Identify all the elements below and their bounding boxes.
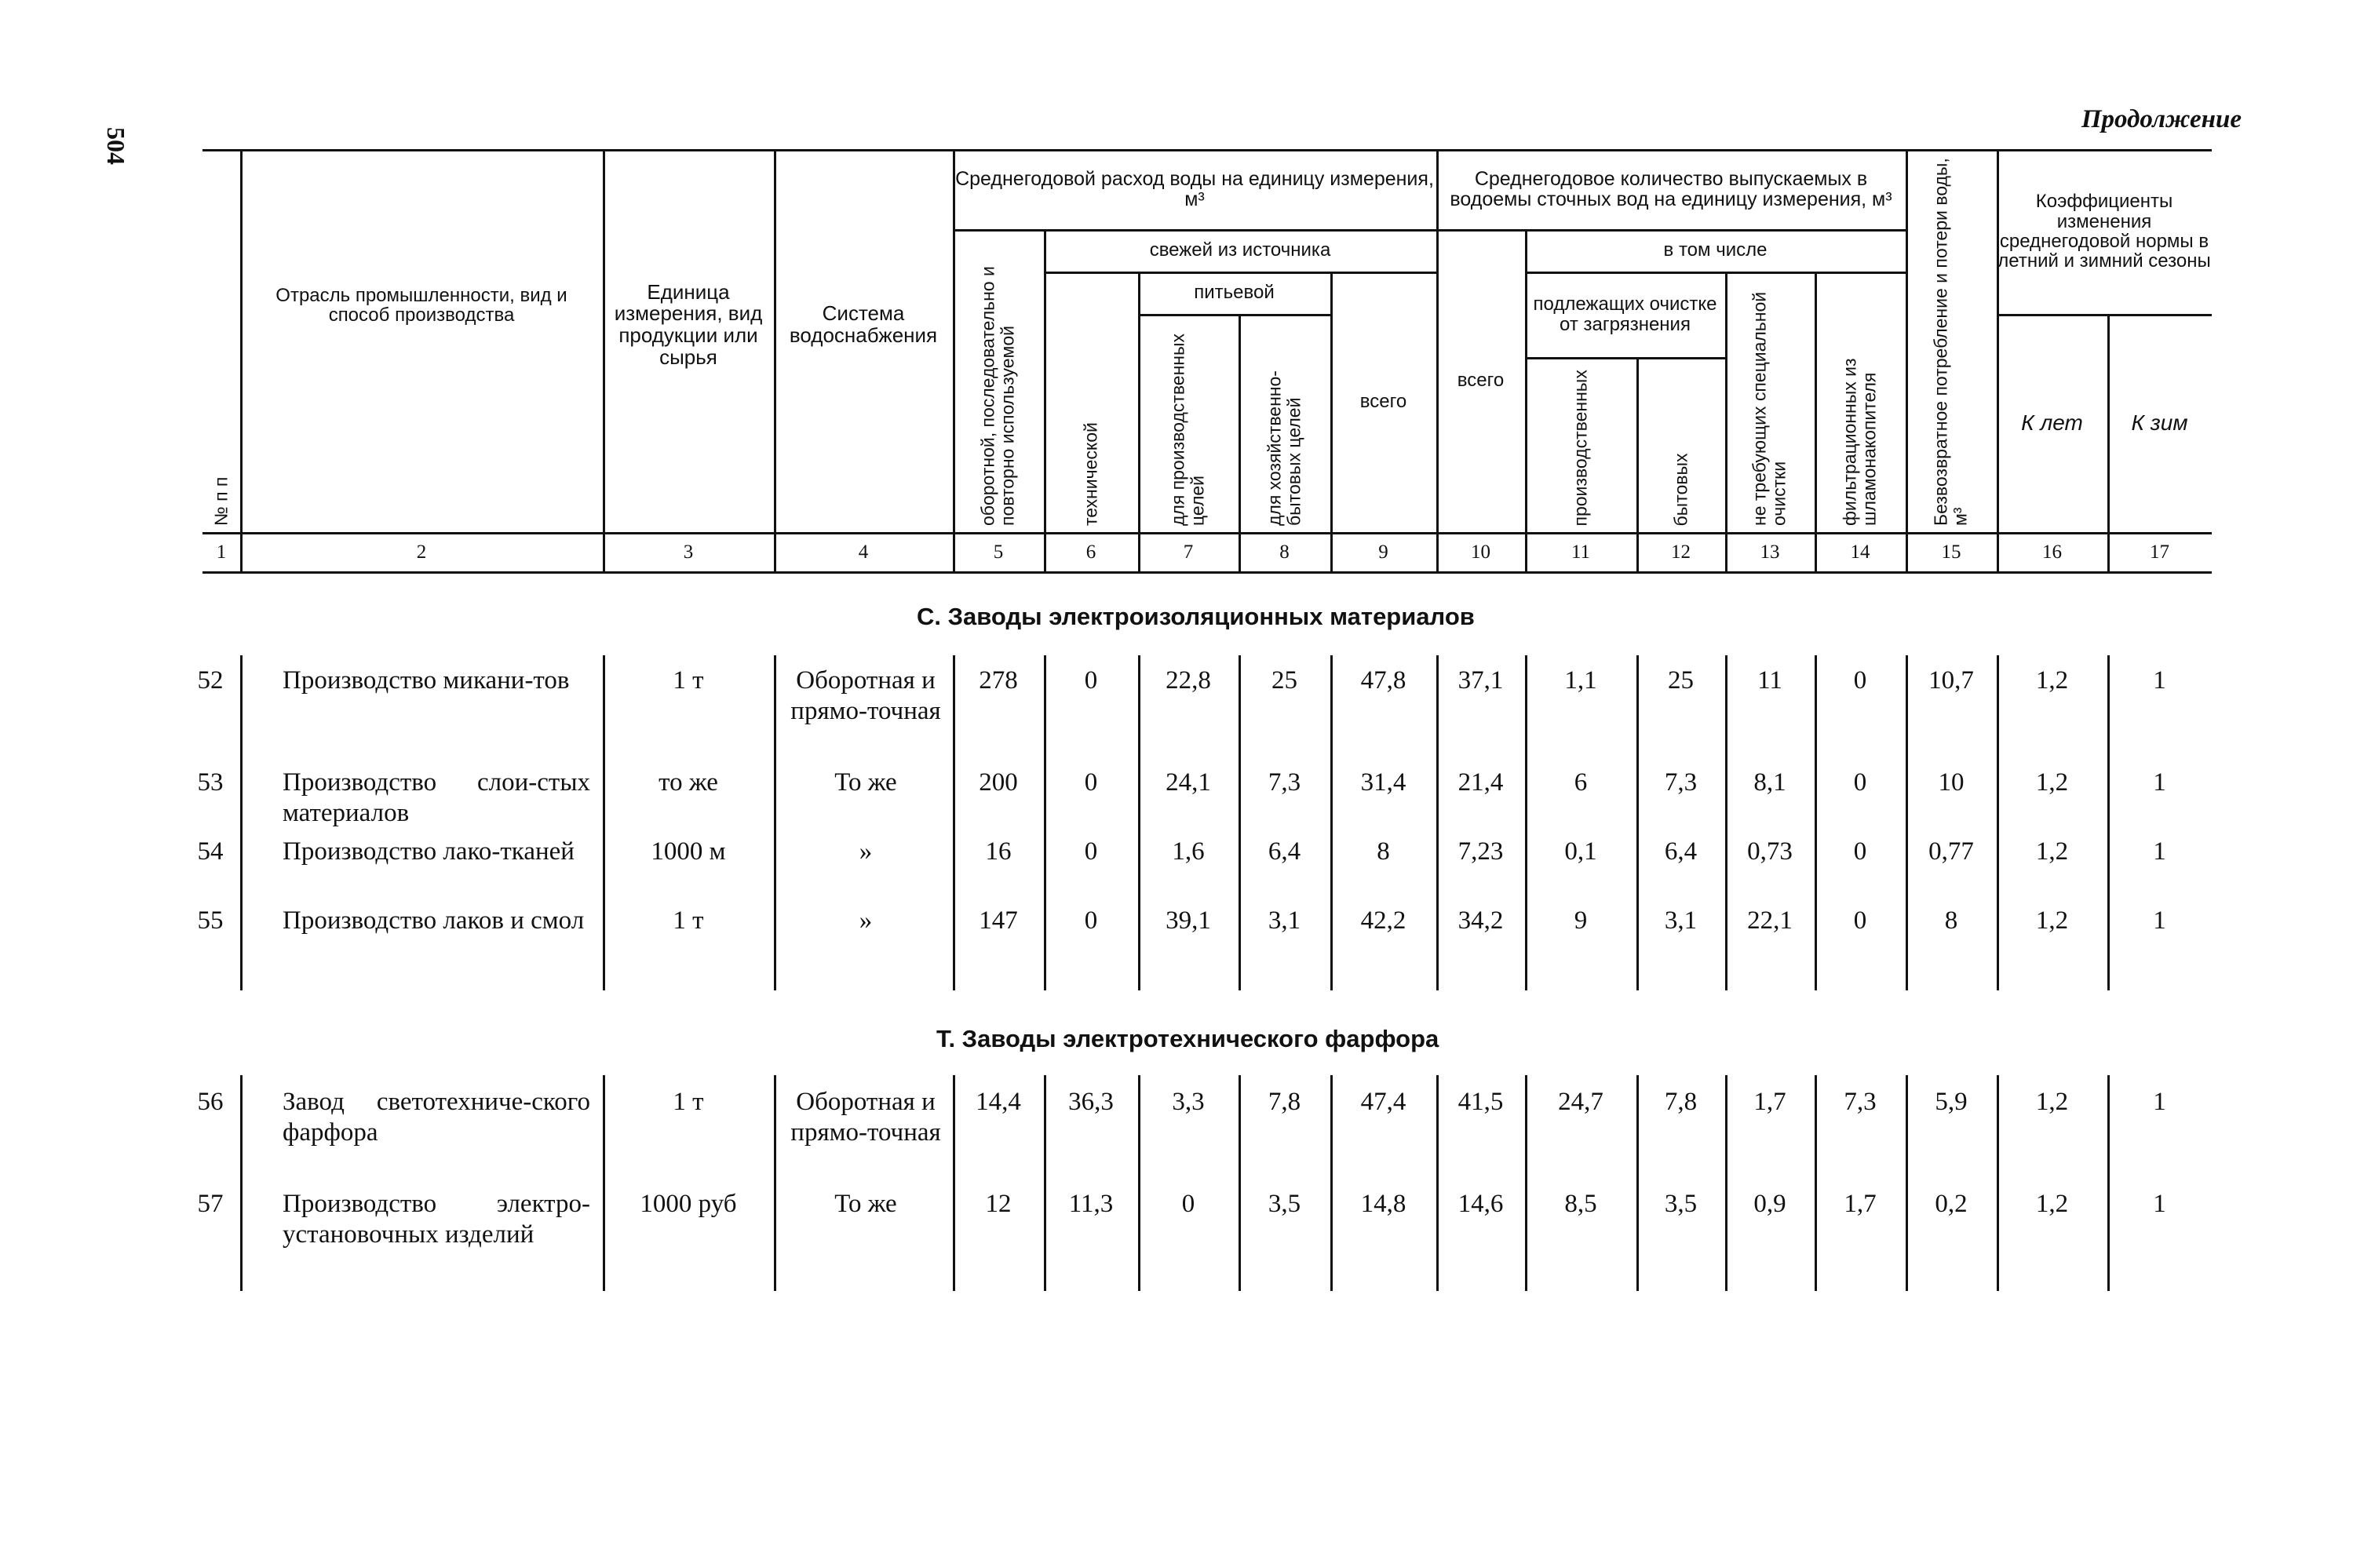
value-col-7: 22,8 [1166,666,1211,695]
value-col-8: 3,1 [1268,906,1301,935]
body-column-divider [1906,655,1908,990]
value-col-11: 1,1 [1564,666,1597,695]
value-col-5: 14,4 [976,1088,1021,1116]
column-number-2: 2 [416,542,427,563]
value-col-6: 0 [1084,666,1098,695]
value-col-12: 6,4 [1664,837,1698,866]
value-col-14: 7,3 [1844,1088,1877,1116]
value-col-8: 7,8 [1268,1088,1301,1116]
value-col-11: 24,7 [1558,1088,1603,1116]
value-col-10: 7,23 [1457,837,1504,866]
body-column-divider [1239,655,1241,990]
header-recycled [953,229,1044,532]
value-col-13: 0,73 [1747,837,1793,866]
value-col-16: 1,2 [2035,768,2069,797]
header-domestic-waste [1636,357,1725,532]
value-col-15: 10 [1938,768,1965,797]
continuation-label: Продолжение [2081,105,2242,133]
header-potable-production-text: для производственных целей [1167,333,1208,526]
value-col-17: 1 [2153,1088,2166,1116]
page-number: 504 [102,127,130,165]
value-col-14: 0 [1853,768,1867,797]
unit: 1 т [673,666,704,695]
body-column-divider [1725,655,1727,990]
header-no-treatment [1725,272,1815,532]
header-group-consumption: Среднегодовой расход воды на единицу измерения, м³ [955,167,1434,210]
value-col-16: 1,2 [2035,666,2069,695]
water-system: » [859,837,873,866]
value-col-17: 1 [2153,768,2166,797]
value-col-9: 14,8 [1360,1190,1406,1218]
value-col-9: 42,2 [1360,906,1406,935]
value-col-13: 0,9 [1753,1190,1786,1218]
body-column-divider [953,655,955,990]
value-col-6: 36,3 [1068,1088,1114,1116]
column-number-6: 6 [1085,542,1096,563]
unit: 1 т [673,906,704,935]
value-col-8: 7,3 [1268,768,1301,797]
value-col-12: 3,1 [1664,906,1698,935]
column-divider [240,149,243,571]
value-col-13: 1,7 [1753,1088,1786,1116]
column-number-17: 17 [2150,542,2169,563]
body-column-divider [240,1075,243,1291]
header-bottom-rule [202,532,2212,534]
column-numbers-rule [202,571,2212,574]
header-group-treat: подлежащих очистке от загрязнения [1533,294,1717,335]
value-col-14: 0 [1853,906,1867,935]
column-number-13: 13 [1760,542,1780,563]
value-col-17: 1 [2153,666,2166,695]
section-title: С. Заводы электроизоляционных материалов [917,603,1475,630]
column-number-9: 9 [1378,542,1388,563]
water-system: » [859,906,873,935]
header-group-coef: Коэффициенты изменения среднегодовой нормы в летний и зимний сезоны [1997,191,2211,272]
column-number-10: 10 [1471,542,1490,563]
header-recycled-text: оборотной, последовательно и повторно используемой [977,266,1018,526]
row-number: 55 [197,906,224,935]
body-column-divider [1525,655,1527,990]
value-col-10: 21,4 [1457,768,1504,797]
water-system: Оборотная и прямо-точная [790,666,941,725]
header-filtration-text: фильтрационных из шламонакопителя [1839,358,1880,526]
header-fresh-total: всего [1359,391,1407,413]
value-col-16: 1,2 [2035,906,2069,935]
header-group-fresh: свежей из источника [1149,239,1331,261]
header-filtration [1815,272,1906,532]
body-column-divider [774,1075,776,1291]
body-column-divider [240,655,243,990]
column-number-1: 1 [216,542,227,563]
value-col-9: 31,4 [1360,768,1406,797]
body-column-divider [1436,655,1439,990]
value-col-7: 1,6 [1172,837,1205,866]
column-number-12: 12 [1671,542,1691,563]
column-number-15: 15 [1941,542,1961,563]
column-number-7: 7 [1183,542,1194,563]
column-number-4: 4 [858,542,869,563]
header-k-winter: К зим [2131,410,2188,436]
value-col-13: 11 [1757,666,1782,695]
value-col-12: 7,3 [1664,768,1698,797]
header-technical-text: технической [1080,422,1101,526]
column-number-16: 16 [2042,542,2062,563]
column-number-14: 14 [1850,542,1870,563]
value-col-9: 47,4 [1360,1088,1406,1116]
value-col-6: 0 [1084,768,1098,797]
value-col-7: 39,1 [1166,906,1211,935]
value-col-17: 1 [2153,837,2166,866]
column-divider [774,149,776,571]
value-col-7: 24,1 [1166,768,1211,797]
body-column-divider [1044,655,1046,990]
header-industry: Отрасль промышленности, вид и способ производства [275,284,567,326]
value-col-12: 3,5 [1664,1190,1698,1218]
value-col-12: 25 [1668,666,1694,695]
water-system: Оборотная и прямо-точная [790,1088,941,1147]
value-col-8: 25 [1271,666,1297,695]
column-number-5: 5 [993,542,1004,563]
header-k-summer: К лет [2021,410,2083,436]
value-col-15: 0,77 [1928,837,1974,866]
value-col-15: 5,9 [1935,1088,1968,1116]
header-no-text: № п п [210,476,232,526]
value-col-17: 1 [2153,1190,2166,1218]
value-col-16: 1,2 [2035,1088,2069,1116]
value-col-16: 1,2 [2035,1190,2069,1218]
value-col-10: 41,5 [1457,1088,1504,1116]
row-number: 54 [197,837,224,866]
value-col-13: 22,1 [1747,906,1793,935]
body-column-divider [1138,655,1140,990]
industry-name: Производство электро-установочных изделий [283,1190,590,1249]
industry-name: Производство лако-тканей [283,837,575,866]
value-col-10: 34,2 [1457,906,1504,935]
header-irrecoverable [1906,149,1997,532]
body-column-divider [1815,655,1817,990]
industry-name: Производство микани-тов [283,666,570,695]
header-group-potable: питьевой [1194,282,1275,304]
value-col-5: 16 [985,837,1012,866]
column-number-8: 8 [1279,542,1290,563]
industry-name: Производство лаков и смол [283,906,585,935]
column-number-11: 11 [1571,542,1591,563]
value-col-9: 47,8 [1360,666,1406,695]
value-col-10: 14,6 [1457,1190,1504,1218]
value-col-12: 7,8 [1664,1088,1698,1116]
value-col-5: 147 [979,906,1018,935]
value-col-14: 1,7 [1844,1190,1877,1218]
industry-name: Производство слои-стых материалов [283,768,590,827]
value-col-5: 200 [979,768,1018,797]
value-col-9: 8 [1377,837,1390,866]
header-group-discharge: Среднегодовое количество выпускаемых в водоемы сточных вод на единицу измерения, м³ [1450,167,1892,210]
value-col-10: 37,1 [1457,666,1504,695]
row-number: 53 [197,768,224,797]
value-col-15: 10,7 [1928,666,1974,695]
unit: 1000 руб [640,1190,737,1218]
water-system: То же [834,1190,897,1218]
value-col-16: 1,2 [2035,837,2069,866]
value-col-6: 0 [1084,906,1098,935]
value-col-11: 8,5 [1564,1190,1597,1218]
unit: то же [659,768,718,797]
column-number-3: 3 [683,542,694,563]
value-col-5: 278 [979,666,1018,695]
value-col-8: 6,4 [1268,837,1301,866]
water-system: То же [834,768,897,797]
body-column-divider [2107,655,2110,990]
body-column-divider [1330,655,1333,990]
value-col-11: 9 [1574,906,1588,935]
header-unit: Единица измерения, вид продукции или сырья [614,279,763,369]
header-no [202,149,240,532]
header-domestic-waste-text: бытовых [1669,452,1691,526]
header-potable-production [1138,314,1239,532]
header-system: Система водоснабжения [789,301,938,347]
header-production-waste-text: производственных [1570,369,1591,526]
value-col-7: 0 [1181,1190,1195,1218]
header-no-treatment-text: не требующих специальной очистки [1749,291,1789,526]
body-column-divider [774,655,776,990]
value-col-14: 0 [1853,666,1867,695]
value-col-6: 0 [1084,837,1098,866]
unit: 1000 м [651,837,726,866]
header-irrecoverable-text: Безвозвратное потребление и потери воды, м³ [1930,158,1971,526]
body-column-divider [1997,655,1999,990]
header-potable-household-text: для хозяйственно-бытовых целей [1264,370,1304,526]
section-title: Т. Заводы электротехнического фарфора [936,1025,1439,1052]
value-col-13: 8,1 [1753,768,1786,797]
unit: 1 т [673,1088,704,1116]
value-col-15: 8 [1944,906,1958,935]
row-number: 56 [197,1088,224,1116]
header-production-waste [1525,357,1636,532]
header-discharge-total: всего [1457,370,1505,392]
value-col-11: 6 [1574,768,1588,797]
value-col-15: 0,2 [1935,1190,1968,1218]
value-col-6: 11,3 [1068,1190,1114,1218]
header-technical [1044,272,1138,532]
value-col-7: 3,3 [1172,1088,1205,1116]
body-column-divider [603,655,605,990]
value-col-8: 3,5 [1268,1190,1301,1218]
industry-name: Завод светотехниче-ского фарфора [283,1088,590,1147]
body-column-divider [1636,655,1639,990]
row-number: 57 [197,1190,224,1218]
value-col-11: 0,1 [1564,837,1597,866]
value-col-5: 12 [985,1190,1012,1218]
header-potable-household [1239,314,1330,532]
header-group-including: в том числе [1663,239,1768,261]
value-col-14: 0 [1853,837,1867,866]
column-divider [603,149,605,571]
row-number: 52 [197,666,224,695]
value-col-17: 1 [2153,906,2166,935]
